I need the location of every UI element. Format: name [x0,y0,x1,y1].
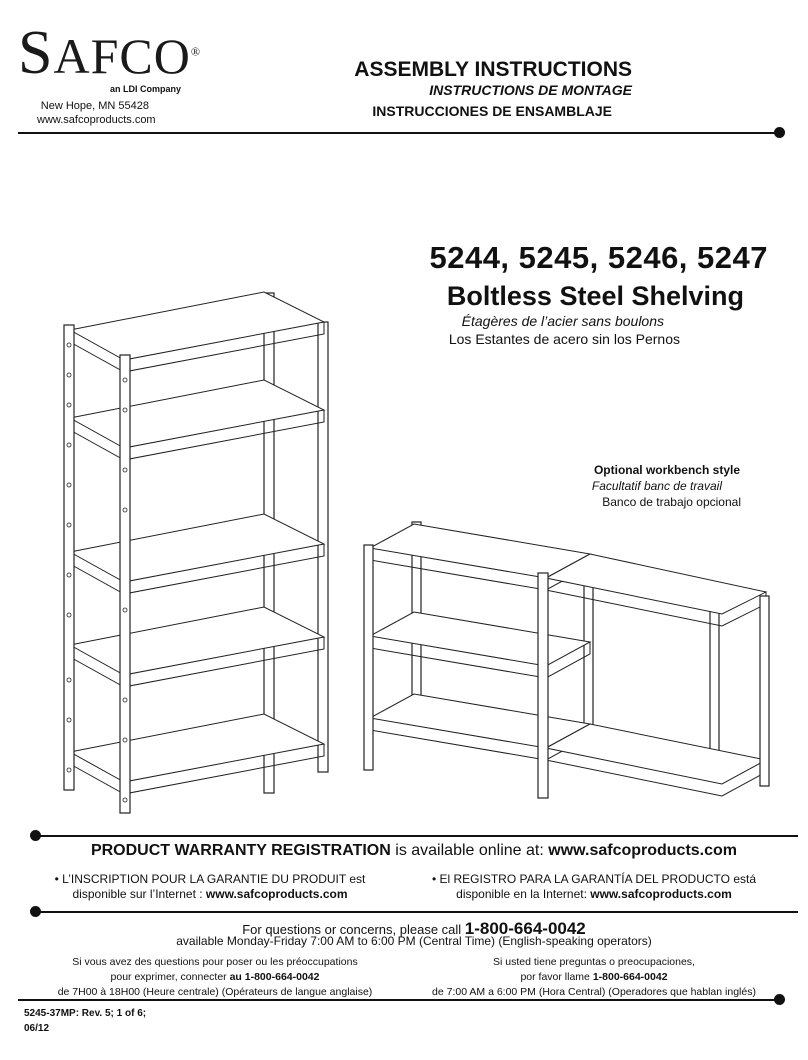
title-spanish: INSTRUCCIONES DE ENSAMBLAJE [372,103,612,119]
safco-logo: SAFCO® [18,19,201,87]
warranty-registration: PRODUCT WARRANTY REGISTRATION is available online at: www.safcoproducts.com [90,842,738,859]
logo-subtitle: an LDI Company [110,84,182,94]
optional-workbench-english: Optional workbench style [593,463,740,477]
optional-workbench-spanish: Banco de trabajo opcional [602,495,741,509]
company-address: New Hope, MN 55428 www.safcoproducts.com [37,100,156,126]
tall-unit-shelves [70,292,324,794]
title-french: INSTRUCTIONS DE MONTAGE [429,82,632,98]
product-name-spanish: Los Estantes de acero sin los Pernos [448,331,680,347]
warranty-top-divider [38,835,798,837]
footer-divider [18,999,778,1001]
title-english: ASSEMBLY INSTRUCTIONS [354,58,632,81]
divider-dot [30,906,41,917]
warranty-french: • L’INSCRIPTION POUR LA GARANTIE DU PRODUIT est disponible sur l’Internet : www.safcoproducts.com [54,872,366,901]
contact-divider [38,911,798,913]
model-numbers: 5244, 5245, 5246, 5247 [429,240,768,275]
phone-number[interactable]: 1-800-664-0042 [464,919,586,938]
warranty-spanish: • El REGISTRO PARA LA GARANTÍA DEL PRODUCTO está disponible en la Internet: www.safcoproducts.com [431,872,757,901]
warranty-url-spanish[interactable]: www.safcoproducts.com [590,887,732,901]
divider-dot [774,994,785,1005]
contact-hours: available Monday-Friday 7:00 AM to 6:00 PM (Central Time) (English-speaking operators) [176,934,652,948]
contact-spanish: Si usted tiene preguntas o preocupaciones, por favor llame 1-800-664-0042 de 7:00 AM a 6:00 PM (Hora Central) (Operadores que hablan inglés) [432,956,756,998]
contact-line: For questions or concerns, please call 1-800-664-0042 [242,919,586,938]
contact-french: Si vous avez des questions pour poser ou les préoccupations pour exprimer, connecter au 1-800-664-0042 de 7H00 à 18H00 (Heure centrale) (Opérateurs de langue anglaise) [57,956,373,998]
warranty-url[interactable]: www.safcoproducts.com [548,842,738,859]
document-number: 5245-37MP: Rev. 5; 1 of 6; 06/12 [24,1008,147,1034]
divider-dot [30,830,41,841]
product-name-french: Étagères de l’acier sans boulons [461,313,664,329]
product-name: Boltless Steel Shelving [446,281,744,311]
warranty-url-french[interactable]: www.safcoproducts.com [205,887,348,901]
optional-workbench-french: Facultatif banc de travail [591,479,722,493]
